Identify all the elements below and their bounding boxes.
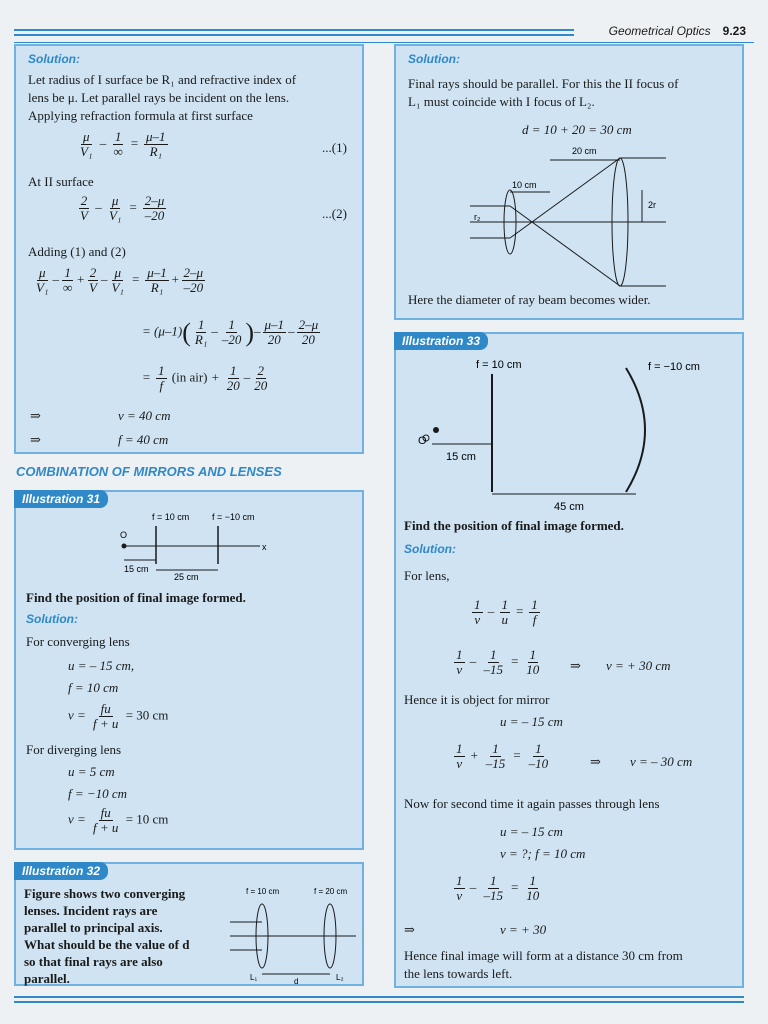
implies-sign: ⇒ <box>404 922 415 937</box>
text-line: lenses. Incident rays are <box>24 903 158 918</box>
v3: v = ?; f = 10 cm <box>500 846 586 861</box>
d-label: d <box>294 977 299 986</box>
page-number: 9.23 <box>722 24 746 38</box>
o-label: O <box>418 435 427 447</box>
d2-label: 45 cm <box>554 501 584 513</box>
d-equation: d = 10 + 20 = 30 cm <box>522 122 632 137</box>
solution-box-top-right <box>394 44 744 320</box>
text-line: the lens towards left. <box>404 966 513 981</box>
section-title: COMBINATION OF MIRRORS AND LENSES <box>16 464 282 479</box>
figure-two-lenses <box>226 882 362 986</box>
running-header <box>609 24 746 38</box>
v2-value: = 10 cm <box>125 811 169 827</box>
f1-label: f = 10 cm <box>152 512 190 522</box>
implies-sign: ⇒ <box>590 754 601 769</box>
illustration-33-box <box>394 332 744 988</box>
illustration-tag: Illustration 33 <box>394 332 488 350</box>
text-line: Final rays should be parallel. For this the II focus of <box>408 76 679 91</box>
text-line: Here the diameter of ray beam becomes wider. <box>408 292 651 307</box>
implies-sign: ⇒ <box>30 408 41 423</box>
dist-20-label: 20 cm <box>572 146 597 156</box>
text-line: At II surface <box>28 174 94 189</box>
illustration-32-box <box>14 862 364 986</box>
o-label: O <box>120 530 128 540</box>
equation-sum-2: = (μ–1)( $\frac{1}{\text{R₁}}$ – $\frac{1}{-20}$ )– $\frac{\mu-1}{20}$ – $\frac{2-\mu}{20}$ <box>142 317 319 347</box>
u1: u = – 15 cm, <box>68 658 135 673</box>
object-point <box>433 427 439 433</box>
l1-label: L₁ <box>250 973 258 982</box>
eq-tag: ...(2) <box>322 206 347 221</box>
in-air-note: (in air) <box>171 369 208 385</box>
r2-label: r₂ <box>474 212 481 222</box>
two-r-label: 2r <box>648 200 657 210</box>
illustration-tag: Illustration 32 <box>14 862 108 880</box>
solution-label: Solution: <box>28 52 80 66</box>
header-rule-top <box>14 29 574 31</box>
equation-2: $\frac{2}{V}$ – $\frac{\mu}{\text{V₁}}$ = $\frac{2-\mu}{-20}$ <box>80 193 165 223</box>
question: Find the position of final image formed. <box>26 590 246 605</box>
d1-label: 15 cm <box>446 451 476 463</box>
v2-eq: v = $\frac{fu}{f + u}$ = 10 cm <box>68 805 169 835</box>
f-mirror-label: f = −10 cm <box>648 361 700 373</box>
question: Find the position of final image formed. <box>404 518 624 533</box>
u-mirror: u = – 15 cm <box>500 714 563 729</box>
text-line: Applying refraction formula at first surface <box>28 108 253 123</box>
f-lens-label: f = 10 cm <box>476 359 522 371</box>
header-rule-right <box>14 42 754 43</box>
figure-beam-expander <box>466 140 686 288</box>
mirror-calc: $\frac{1}{v}$ + $\frac{1}{-15}$ = $\frac{1}{-10}$ <box>456 741 549 771</box>
text-line: For diverging lens <box>26 742 122 757</box>
lens-formula: $\frac{1}{v}$ – $\frac{1}{u}$ = $\frac{1}{f}$ <box>474 597 538 627</box>
illustration-tag: Illustration 31 <box>14 490 108 508</box>
header-rule-bottom <box>14 34 574 36</box>
equation-lens: = $\frac{1}{f}$ (in air) + $\frac{1}{20}$ – $\frac{2}{20}$ <box>142 363 268 393</box>
solution-box-top-left <box>14 44 364 454</box>
figure-lens-mirror <box>396 352 742 516</box>
figure-lens-pair <box>16 508 362 584</box>
text-line: Adding (1) and (2) <box>28 244 126 259</box>
eq-tag: ...(1) <box>322 140 347 155</box>
solution-label: Solution: <box>408 52 460 66</box>
text-line: lens be μ. Let parallel rays be incident on the lens. <box>28 90 290 105</box>
f2-label: f = 20 cm <box>314 887 348 896</box>
lens-calc-1: $\frac{1}{v}$ – $\frac{1}{-15}$ = $\frac{1}{10}$ <box>456 647 540 677</box>
text-line: L₁ must coincide with I focus of L₂. <box>408 94 595 109</box>
text-line: Hence it is object for mirror <box>404 692 550 707</box>
u2: u = 5 cm <box>68 764 115 779</box>
illustration-31-box <box>14 490 364 850</box>
f1-label: f = 10 cm <box>246 887 280 896</box>
v1-value: = 30 cm <box>125 707 169 723</box>
v-result-1: v = + 30 cm <box>606 658 671 673</box>
text-line: For converging lens <box>26 634 130 649</box>
f-result: f = 40 cm <box>118 432 169 447</box>
text-line: Hence final image will form at a distance 30 cm from <box>404 948 683 963</box>
text-line: parallel. <box>24 971 70 986</box>
concave-mirror <box>626 368 645 492</box>
f2: f = −10 cm <box>68 786 128 801</box>
header-title: Geometrical Optics <box>608 24 711 38</box>
footer-rule-2 <box>14 1001 744 1003</box>
v-result: v = 40 cm <box>118 408 171 423</box>
solution-label: Solution: <box>26 612 78 626</box>
f1: f = 10 cm <box>68 680 119 695</box>
text-line: Figure shows two converging <box>24 886 186 901</box>
u3: u = – 15 cm <box>500 824 563 839</box>
object-point <box>122 544 127 549</box>
implies-sign: ⇒ <box>570 658 581 673</box>
lens-calc-2: $\frac{1}{v}$ – $\frac{1}{-15}$ = $\frac{1}{10}$ <box>456 873 540 903</box>
text-line: What should be the value of d <box>24 937 190 952</box>
d1-label: 15 cm <box>124 564 149 574</box>
text-line: Let radius of I surface be R₁ and refractive index of <box>28 72 297 87</box>
text-line: so that final rays are also <box>24 954 163 969</box>
dist-10-label: 10 cm <box>512 180 537 190</box>
equation-1: $\frac{\mu}{\text{V₁}}$ – 1 ∞ = $\frac{\mu-1}{\text{R₁}}$ <box>80 129 166 159</box>
implies-sign: ⇒ <box>30 432 41 447</box>
x-label: x <box>262 542 267 552</box>
footer-rule-1 <box>14 996 744 998</box>
v-final: v = + 30 <box>500 922 547 937</box>
solution-label: Solution: <box>404 542 456 556</box>
text-line: parallel to principal axis. <box>24 920 163 935</box>
d2-label: 25 cm <box>174 572 199 582</box>
l2-label: L₂ <box>336 973 344 982</box>
f2-label: f = −10 cm <box>212 512 255 522</box>
text-line: Now for second time it again passes through lens <box>404 796 660 811</box>
equation-sum: $\frac{\mu}{\text{V₁}}$ – 1 ∞ + $\frac{2}{V}$ – $\frac{\mu}{\text{V₁}}$ = $\frac{\mu-1}{\text{R₁}}$ + $\frac{2-\mu}{-20}$ <box>36 265 204 295</box>
v1-eq: v = $\frac{fu}{f + u}$ = 30 cm <box>68 701 169 731</box>
text-line: For lens, <box>404 568 450 583</box>
v-result-2: v = – 30 cm <box>630 754 693 769</box>
